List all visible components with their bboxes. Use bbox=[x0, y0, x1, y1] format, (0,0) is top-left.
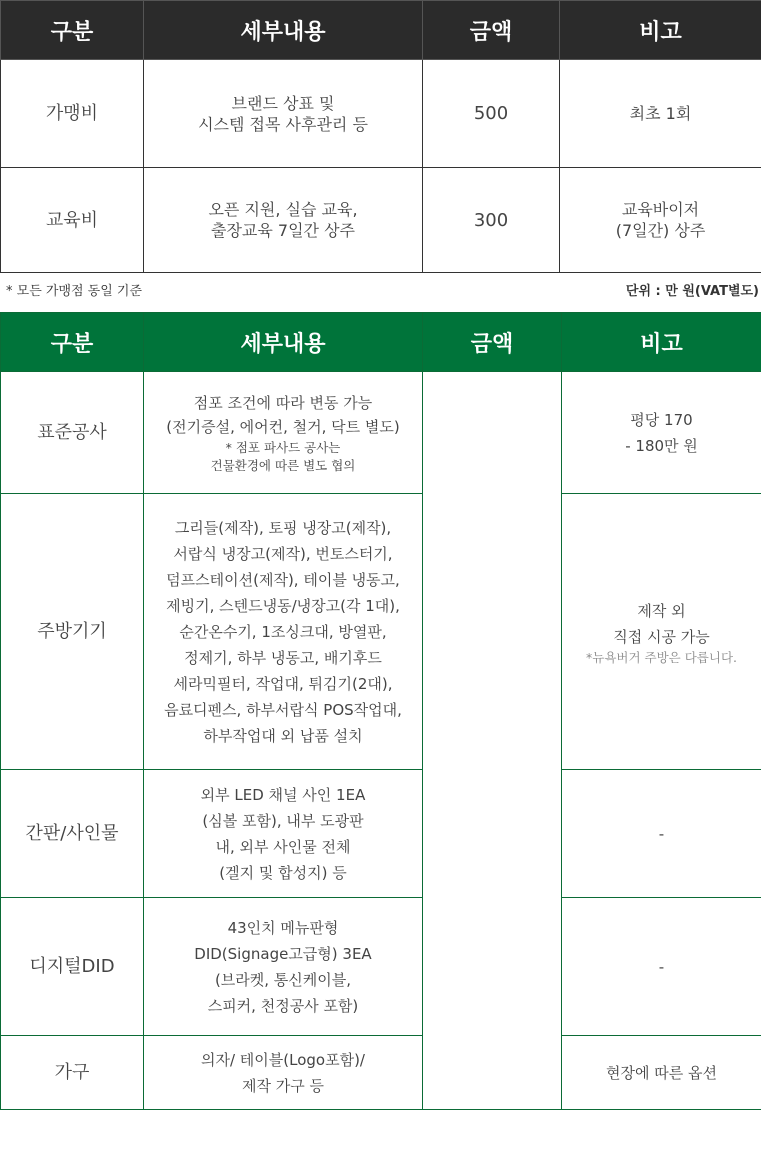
header-detail: 세부내용 bbox=[144, 1, 423, 60]
detail-line: (브라켓, 통신케이블, bbox=[214, 970, 352, 989]
header-detail: 세부내용 bbox=[144, 313, 423, 372]
header-category: 구분 bbox=[1, 313, 144, 372]
row-note bbox=[560, 168, 761, 273]
table-row bbox=[1, 770, 761, 898]
detail-line: 브랜드 상표 및 bbox=[231, 93, 335, 113]
table-header bbox=[1, 313, 761, 372]
detail-line: 43인치 메뉴판형 bbox=[227, 918, 339, 937]
detail-line: 정제기, 하부 냉동고, 배기후드 bbox=[184, 648, 382, 667]
row-category: 주방기기 bbox=[1, 494, 144, 770]
row-note: 현장에 따른 옵션 bbox=[562, 1036, 761, 1110]
row-detail bbox=[144, 494, 423, 770]
row-amount: 300 bbox=[423, 168, 560, 273]
note-line: (7일간) 상주 bbox=[615, 221, 706, 240]
row-note: - bbox=[562, 770, 761, 898]
table-header bbox=[1, 1, 761, 60]
franchise-fee-table bbox=[0, 0, 761, 273]
detail-line: 스피커, 천정공사 포함) bbox=[207, 996, 359, 1015]
row-amount: 500 bbox=[423, 60, 560, 168]
table-row bbox=[1, 60, 761, 168]
detail-line: 음료디펜스, 하부서랍식 POS작업대, bbox=[164, 700, 402, 719]
header-category: 구분 bbox=[1, 1, 144, 60]
detail-line: 순간온수기, 1조싱크대, 방열판, bbox=[179, 622, 387, 641]
footnote-standard: * 모든 가맹점 동일 기준 bbox=[6, 284, 143, 299]
table-row bbox=[1, 168, 761, 273]
note-small: *뉴욕버거 주방은 다릅니다. bbox=[586, 649, 737, 665]
detail-note: * 점포 파사드 공사는 bbox=[225, 439, 341, 455]
table-row bbox=[1, 898, 761, 1036]
amount-merged-cell bbox=[423, 372, 562, 1110]
note-line: 평당 170 bbox=[630, 410, 693, 429]
detail-line: 오픈 지원, 실습 교육, bbox=[208, 200, 358, 219]
detail-line: 점포 조건에 따라 변동 가능 bbox=[193, 393, 373, 412]
row-category: 가구 bbox=[1, 1036, 144, 1110]
row-category: 간판/사인물 bbox=[1, 770, 144, 898]
note-line: - 180만 원 bbox=[625, 436, 698, 455]
row-detail bbox=[144, 60, 423, 168]
row-detail bbox=[144, 898, 423, 1036]
detail-line: 시스템 접목 사후관리 등 bbox=[198, 114, 368, 134]
table-row bbox=[1, 494, 761, 770]
detail-line: 그리들(제작), 토핑 냉장고(제작), bbox=[174, 518, 392, 537]
detail-line: 덤프스테이션(제작), 테이블 냉동고, bbox=[166, 570, 400, 589]
construction-cost-table bbox=[0, 312, 761, 1110]
detail-line: 서랍식 냉장고(제작), 번토스터기, bbox=[173, 544, 393, 563]
header-amount: 금액 bbox=[423, 1, 560, 60]
row-detail bbox=[144, 372, 423, 494]
row-category: 디지털DID bbox=[1, 898, 144, 1036]
detail-line: 외부 LED 채널 사인 1EA bbox=[200, 785, 366, 804]
header-note: 비고 bbox=[560, 1, 761, 60]
detail-line: 의자/ 테이블(Logo포함)/ bbox=[201, 1050, 365, 1069]
header-note: 비고 bbox=[562, 313, 761, 372]
table-row bbox=[1, 372, 761, 494]
detail-line: 제작 가구 등 bbox=[242, 1076, 324, 1095]
row-note bbox=[562, 372, 761, 494]
detail-line: (겔지 및 합성지) 등 bbox=[219, 863, 347, 882]
detail-line: 내, 외부 사인물 전체 bbox=[215, 837, 351, 856]
row-category: 가맹비 bbox=[1, 60, 144, 168]
row-detail bbox=[144, 770, 423, 898]
detail-line: (전기증설, 에어컨, 철거, 닥트 별도) bbox=[166, 417, 400, 436]
row-detail bbox=[144, 1036, 423, 1110]
note-line: 교육바이저 bbox=[621, 200, 700, 219]
detail-line: 제빙기, 스텐드냉동/냉장고(각 1대), bbox=[166, 596, 400, 615]
detail-line: (심볼 포함), 내부 도광판 bbox=[202, 811, 364, 830]
note-line: 제작 외 bbox=[637, 601, 686, 620]
detail-line: 세라믹필터, 작업대, 튀김기(2대), bbox=[173, 674, 393, 693]
detail-line: DID(Signage고급형) 3EA bbox=[194, 944, 372, 963]
footnote-unit: 단위 : 만 원(VAT별도) bbox=[625, 284, 759, 299]
table-row bbox=[1, 1036, 761, 1110]
detail-note: 건물환경에 따른 별도 협의 bbox=[210, 457, 356, 473]
header-amount: 금액 bbox=[423, 313, 562, 372]
detail-line: 출장교육 7일간 상주 bbox=[211, 221, 355, 240]
row-detail bbox=[144, 168, 423, 273]
row-category: 표준공사 bbox=[1, 372, 144, 494]
row-note bbox=[562, 494, 761, 770]
detail-line: 하부작업대 외 납품 설치 bbox=[203, 726, 363, 745]
row-note: - bbox=[562, 898, 761, 1036]
row-note: 최초 1회 bbox=[560, 60, 761, 168]
note-line: 직접 시공 가능 bbox=[613, 627, 710, 646]
row-category: 교육비 bbox=[1, 168, 144, 273]
